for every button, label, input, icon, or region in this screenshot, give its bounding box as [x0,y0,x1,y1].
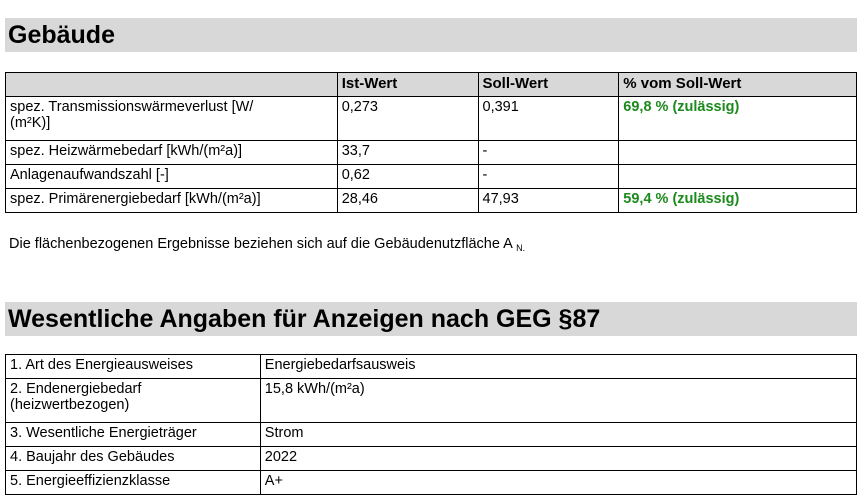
geg-label: 1. Art des Energieausweises [6,355,261,379]
ist-value: 33,7 [337,141,478,165]
table-row [6,97,857,141]
geg-value: A+ [260,471,856,495]
pct-value [619,141,857,165]
geg-label: 4. Baujahr des Gebäudes [6,447,261,471]
geg-label: 2. Endenergiebedarf (heizwertbezogen) [6,379,261,423]
geg-value: Strom [260,423,856,447]
table-row [6,423,857,447]
table-row [6,165,857,189]
table-row [6,447,857,471]
pct-value: 59,4 % (zulässig) [619,189,857,213]
soll-value: - [478,165,619,189]
soll-value: 0,391 [478,97,619,141]
building-values-table [5,72,857,213]
area-reference-note [9,236,525,253]
header-pct-soll: % vom Soll-Wert [619,73,857,97]
table-row [6,141,857,165]
row-label: spez. Primärenergiebedarf [kWh/(m²a)] [6,189,338,213]
geg-value: 15,8 kWh/(m²a) [260,379,856,423]
note-end: . [522,243,526,253]
soll-value: - [478,141,619,165]
section-title-gebaeude: Gebäude [5,18,857,52]
geg-label: 5. Energieeffizienzklasse [6,471,261,495]
geg-value: Energiebedarfsausweis [260,355,856,379]
note-subscript: N [516,243,523,253]
table-row [6,379,857,423]
geg-details-table [5,354,857,495]
pct-value: 69,8 % (zulässig) [619,97,857,141]
header-ist-wert: Ist-Wert [337,73,478,97]
note-text: Die flächenbezogenen Ergebnisse beziehen sich auf die Gebäudenutzfläche A [9,236,513,252]
ist-value: 28,46 [337,189,478,213]
ist-value: 0,62 [337,165,478,189]
header-soll-wert: Soll-Wert [478,73,619,97]
geg-label: 3. Wesentliche Energieträger [6,423,261,447]
row-label: Anlagenaufwandszahl [-] [6,165,338,189]
table-row [6,355,857,379]
header-empty [6,73,338,97]
ist-value: 0,273 [337,97,478,141]
section-title-geg: Wesentliche Angaben für Anzeigen nach GEG §87 [5,302,857,336]
soll-value: 47,93 [478,189,619,213]
row-label: spez. Heizwärmebedarf [kWh/(m²a)] [6,141,338,165]
row-label: spez. Transmissionswärmeverlust [W/ (m²K)] [6,97,338,141]
geg-value: 2022 [260,447,856,471]
table-row [6,189,857,213]
pct-value [619,165,857,189]
table-row [6,471,857,495]
